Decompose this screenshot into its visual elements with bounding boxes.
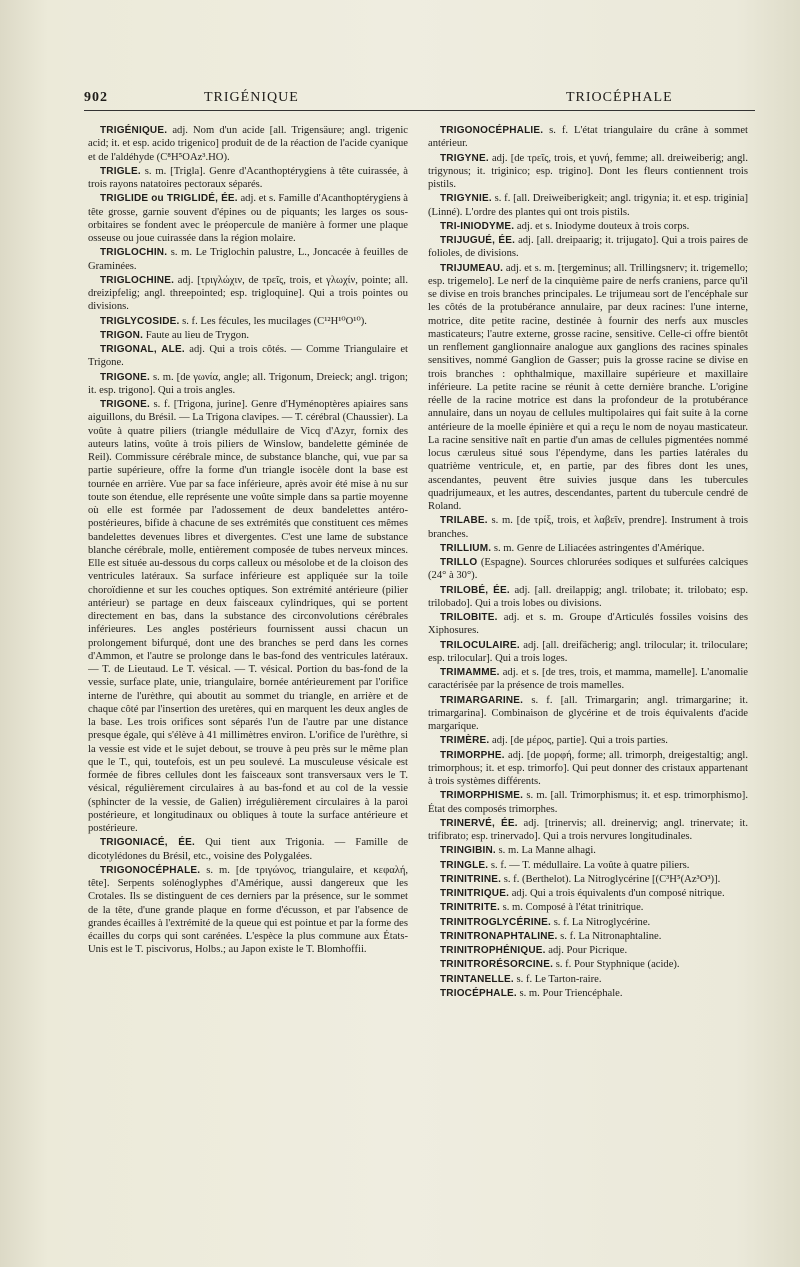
dictionary-entry (88, 329, 408, 342)
entry-definition: Qui tient aux Trigonia. — Famille de dicotylédones du Brésil, etc., voisine des Polygalées. (88, 837, 408, 862)
entry-term: TRIGLYCOSIDE. (100, 315, 180, 327)
entry-term: TRILABE. (440, 515, 488, 527)
entry-definition: s. f. La Nitroglycérine. (553, 916, 651, 928)
dictionary-entry (428, 584, 748, 611)
entry-term: TRIMAMME. (440, 667, 500, 678)
entry-term: TRIMORPHISME. (440, 790, 524, 802)
dictionary-entry (428, 973, 748, 986)
dictionary-entry (428, 514, 748, 541)
entry-definition: adj. et s. [de tres, trois, et mamma, mamelle]. L'anomalie caractérisée par la présence de trois mamelles. (428, 667, 748, 692)
entry-definition: adj. [de τρεῖς, trois, et γυνή, femme; all. dreiweiberig; angl. trigynous; it. triginico; esp. trigino]. Dont les fleurs contiennent trois pistils. (428, 152, 748, 190)
left-running-head: TRIGÉNIQUE (204, 90, 299, 105)
entry-definition: adj. et s. Famille d'Acanthoptérygiens à tête grosse, garnie souvent d'épines ou de piquants; les larges os sous-orbitaires se fondent avec le préopercule de manière à former une plaque osseuse ou joue cuirassée dans la région molaire. (88, 193, 408, 244)
entry-definition: s. f. (Berthelot). La Nitroglycérine [(C³H⁵(Az³O³)]. (503, 873, 721, 885)
dictionary-entry (88, 246, 408, 273)
entry-term: TRIGONIACÉ, ÉE. (100, 837, 196, 849)
dictionary-entry (88, 192, 408, 245)
entry-term: TRILOBÉ, ÉE. (440, 584, 510, 596)
entry-term: TRIGONOCÉPHALIE. (440, 125, 544, 136)
dictionary-entry (428, 542, 748, 555)
entry-definition: s. f. Les fécules, les mucilages (C¹²H¹⁰O¹⁰). (182, 315, 367, 327)
left-column (88, 124, 408, 1234)
right-running-head: TRIOCÉPHALE (566, 90, 673, 105)
entry-term: TRIJUMEAU. (440, 262, 504, 274)
dictionary-entry (428, 734, 748, 747)
entry-definition: s. f. La Nitronaphtaline. (560, 930, 662, 942)
entry-term: TRIGONAL, ALE. (100, 344, 185, 355)
entry-term: TRI-INIODYME. (440, 220, 515, 232)
entry-definition: adj. [trinervis; all. dreinervig; angl. trinervate; it. trifibrato; esp. trinervado]. Qui a trois nervures longitudinales. (428, 817, 748, 842)
dictionary-entry (428, 844, 748, 857)
entry-definition: s. f. L'état triangulaire du crâne à sommet antérieur. (428, 125, 748, 150)
entry-definition: adj. et s. m. Groupe d'Articulés fossiles voisins des Xiphosures. (428, 612, 748, 637)
entry-term: TRINITRIQUE. (440, 888, 510, 899)
entry-definition: adj. Pour Picrique. (548, 945, 628, 956)
entry-definition: (Espagne). Sources chlorurées sodiques et sulfurées calciques (24° à 30°). (428, 557, 748, 582)
entry-term: TRINITRORÉSORCINE. (440, 959, 554, 971)
entry-term: TRIGONE. (100, 371, 150, 383)
dictionary-entry (428, 666, 748, 693)
entry-definition: s. m. [de τρίξ, trois, et λαβεῖν, prendre]. Instrument à trois branches. (428, 515, 748, 540)
dictionary-entry (428, 901, 748, 914)
entry-definition: s. f. [Trigona, jurine]. Genre d'Hyménoptères apiaires sans aiguillons, du Brésil. — La Trigona clavipes. — T. cérébral (Chaussier). La voûte à quatre piliers (triangle médullaire de Vicq d'Azyr, fornix des auteurs latins, voûte à trois piliers de Winslow, bandelette géminée de Reil). Commissure cérébrale mince, de substance blanche, qui, vue par sa partie supérieure, offre la forme d'un triangle isocèle dont la base est tournée en arrière. Vue par sa face inférieure, après avoir été mise à nu sur toute son étendue, elle représente une voûte simple dans sa partie moyenne où elle est formée par l'adossement de deux bandelettes antéro-postérieures, bifide à chacune de ses extrémités que constituent ces mêmes bandelettes devenues libres et divergentes. C'est une lame de substance blanche cérébrale, molle, entièrement composée de tubes nerveux minces. Elle est située au-dessous du corps calleux ou mésolobe et de la cloison des ventricules latéraux. Sa surface inférieure est appliquée sur la toile choroïdienne et sur les couches optiques. Son extrémité antérieure (pilier antérieur) se partage en deux faisceaux cylindriques, qui se portent directement en bas, dans la substance des circonvolutions cérébrales inférieures. Les angles postérieurs fournissent aussi chacun un prolongement bifurqué, dont une des branches se perd dans les cornes d'Ammon, et l'autre se prolonge dans le bas-fond des ventricules latéraux. — T. de Lieutaud. Le T. vésical. — T. vésical. Portion du bas-fond de la vessie, surface plate, unie, triangulaire, bornée antérieurement par l'orifice interne de l'urèthre, qui aboutit au sommet du triangle, en arrière et de chaque côté par l'insertion des uretères, qui en marquent les deux angles de la base. Les trois orifices sont séparés l'un de l'autre par une distance presque égale, qui s'élève à 41 millimètres environ. L'orifice de l'urèthre, si la vessie est vide et le sujet debout, se trouve à peu près sur le même plan que le T., qui, toutefois, est un peu soulevé. La musculeuse vésicale est formée de fibres cellules dont les faisceaux sont transversaux vers le T. vésical, régulièrement circulaires à au bas-fond et au col de la vessie (sphincter de la vessie, de Galien) irrégulièrement circulaires à la paroi postérieure, et longitudinaux ou obliques à toute la surface antérieure et postérieure. (88, 399, 408, 834)
entry-definition: s. m. La Manne alhagi. (498, 845, 596, 857)
dictionary-entry (428, 611, 748, 638)
page-number: 902 (84, 90, 108, 105)
entry-definition: s. m. [Trigla]. Genre d'Acanthoptérygiens à tête cuirassée, à trois rayons natatoires pectoraux séparés. (88, 165, 408, 190)
entry-definition: adj. Qui a trois équivalents d'un composé nitrique. (511, 888, 725, 899)
dictionary-entry (88, 836, 408, 863)
entry-term: TRINGLE. (440, 859, 489, 871)
dictionary-entry (428, 234, 748, 261)
entry-definition: s. m. Composé à l'état trinitrique. (502, 902, 644, 914)
dictionary-entry (428, 556, 748, 583)
entry-term: TRIOCÉPHALE. (440, 987, 517, 999)
dictionary-entry (428, 220, 748, 233)
dictionary-entry (428, 873, 748, 886)
dictionary-entry (88, 864, 408, 957)
dictionary-entry (88, 371, 408, 398)
entry-definition: adj. et s. m. [tergeminus; all. Trillingsnerv; it. trigemello; esp. trigemelo]. Le nerf de la cinquième paire de nerfs craniens, parce qu'il se divise en trois branches principales. Le trijumeau sort de l'encéphale sur les côtés de la protubérance annulaire, par deux racines: l'une interne, motrice, dite petite racine, destinée à fournir des nerfs aux muscles masticateurs; l'autre externe, grosse racine, sensitive. Celle-ci offre bientôt un renflement ganglionnaire analogue aux ganglions des racines spinales sensitives, nommé Ganglion de Gasser; puis la grosse racine se divise en trois branches : ophthalmique, maxillaire supérieure et maxillaire inférieure. La petite racine se réunit à cette dernière branche. L'origine réelle de la racine motrice est dans la profondeur de la protubérance annulaire, dans un noyau de cellules multipolaires qui fait suite à la corne antérieure de la moelle épinière et qui a reçu le nom de noyau masticateur. La racine sensitive naît en partie d'un amas de cellules pigmentées nommé locus cæruleus situé sous l'épendyme, dans les parties latérales du quatrième ventricule, et, en partie, par des fibres dont les unes, ascendantes, peuvent être suivies jusque dans les tubercules quadrijumeaux, et les autres, descendantes, partent du tubercule cendré de Roland. (428, 262, 748, 512)
entry-definition: s. m. [all. Trimorphismus; it. et esp. trimorphismo]. État des composés trimorphes. (428, 790, 748, 815)
dictionary-entry (428, 694, 748, 734)
dictionary-entry (428, 944, 748, 957)
dictionary-entry (428, 192, 748, 219)
dictionary-entry (428, 817, 748, 844)
entry-term: TRIGLOCHIN. (100, 247, 168, 259)
dictionary-entry (428, 789, 748, 816)
entry-definition: adj. [de μέρος, partie]. Qui a trois parties. (492, 735, 668, 747)
entry-term: TRINITROGLYCÉRINE. (440, 916, 552, 928)
entry-definition: s. m. [de τριγώνος, triangulaire, et κεφαλή, tête]. Serpents solénoglyphes d'Amérique, aussi dangereux que les Crotales. Ils se distinguent de ces derniers par la présence, sur le sommet de la tête, d'une grande plaque en forme d'écusson, et par l'absence de grandes écailles à l'extrémité de la queue qui est pointue et par la forme des écailles du corps qui sont carénées. L'espèce la plus commune aux États-Unis est le T. piscivorus, Holbs.; au Japon existe le T. Blomhoffii. (88, 864, 408, 956)
entry-definition: s. m. Le Triglochin palustre, L., Joncacée à feuilles de Graminées. (88, 247, 408, 272)
entry-term: TRINITRINE. (440, 873, 502, 885)
entry-definition: adj. [τριγλώχιν, de τρεῖς, trois, et γλωχίν, pointe; all. dreizipfelig; angl. threepointed; esp. trigloquine]. Qui a trois pointes ou divisions. (88, 274, 408, 313)
dictionary-entry (428, 124, 748, 151)
entry-term: TRILOBITE. (440, 612, 498, 623)
entry-term: TRIMÈRE. (440, 735, 490, 747)
entry-term: TRINITROPHÉNIQUE. (440, 945, 546, 956)
entry-term: TRIGONE. (100, 399, 150, 410)
entry-term: TRIGYNE. (440, 152, 489, 164)
entry-term: TRINTANELLE. (440, 973, 514, 985)
entry-term: TRIGYNIE. (440, 193, 492, 205)
entry-definition: s. m. [de γωνία, angle; all. Trigonum, Dreieck; angl. trigon; it. esp. trigono]. Qui a trois angles. (88, 371, 408, 396)
dictionary-entry (428, 958, 748, 971)
dictionary-entry (428, 262, 748, 514)
dictionary-entry (88, 165, 408, 192)
dictionary-entry (88, 343, 408, 370)
entry-term: TRILOCULAIRE. (440, 639, 520, 651)
entry-term: TRIGON. (100, 329, 144, 341)
entry-term: TRIMARGARINE. (440, 694, 524, 706)
entry-term: TRINITRONAPHTALINE. (440, 930, 558, 942)
entry-definition: s. f. Pour Styphnique (acide). (555, 959, 680, 971)
dictionary-entry (428, 930, 748, 943)
dictionary-entry (428, 859, 748, 872)
entry-term: TRIGLE. (100, 165, 141, 177)
entry-definition: Faute au lieu de Trygon. (145, 329, 250, 341)
entry-definition: adj. [all. dreipaarig; it. trijugato]. Qui a trois paires de folioles, de divisions. (428, 235, 748, 260)
dictionary-entry (88, 124, 408, 164)
entry-definition: s. f. — T. médullaire. La voûte à quatre piliers. (490, 859, 690, 871)
entry-definition: adj. et s. Iniodyme douteux à trois corps. (516, 220, 690, 232)
entry-definition: s. f. [all. Trimargarin; angl. trimargarine; it. trimargarina]. Combinaison de glycérine et de trois équivalents d'acide margarique. (428, 694, 748, 732)
dictionary-entry (88, 315, 408, 328)
dictionary-entry (428, 749, 748, 789)
entry-term: TRIGLOCHINE. (100, 274, 175, 286)
entry-definition: adj. Qui a trois côtés. — Comme Triangulaire et Trigone. (88, 344, 408, 369)
entry-term: TRILLO (440, 557, 478, 568)
entry-term: TRINGIBIN. (440, 845, 496, 857)
dictionary-entry (88, 398, 408, 835)
entry-term: TRIGLIDE ou TRIGLIDÉ, ÉE. (100, 193, 238, 205)
entry-term: TRIGONOCÉPHALE. (100, 864, 201, 876)
entry-definition: adj. [all. dreifächerig; angl. trilocular; it. triloculare; esp. trilocular]. Qui a trois loges. (428, 639, 748, 664)
entry-definition: s. m. Genre de Liliacées astringentes d'Amérique. (493, 542, 705, 554)
dictionary-entry (428, 152, 748, 192)
entry-term: TRIMORPHE. (440, 749, 505, 761)
entry-term: TRILLIUM. (440, 542, 492, 554)
entry-definition: adj. [de μορφή, forme; all. trimorph, dreigestaltig; angl. trimorphous; it. et esp. trimorfo]. Qui peut donner des cristaux appartenant à trois systèmes différents. (428, 749, 748, 787)
dictionary-entry (428, 887, 748, 900)
entry-definition: s. m. Pour Triencéphale. (519, 987, 623, 999)
entry-term: TRINERVÉ, ÉE. (440, 817, 518, 829)
entry-term: TRIGÉNIQUE. (100, 125, 168, 136)
right-column (428, 124, 748, 1234)
entry-definition: s. f. [all. Dreiweiberigkeit; angl. trigynia; it. et esp. triginia] (Linné). L'ordre des plantes qui ont trois pistils. (428, 193, 748, 218)
dictionary-entry (88, 274, 408, 314)
dictionary-entry (428, 987, 748, 1000)
entry-definition: adj. Nom d'un acide [all. Trigensäure; angl. trigenic acid; it. et esp. acido trigenico] produit de de la réaction de l'acide cyanique et de l'aldéhyde (C⁸H⁵OAz³.HO). (88, 125, 408, 163)
entry-definition: s. f. Le Tarton-raire. (516, 973, 602, 985)
entry-term: TRIJUGUÉ, ÉE. (440, 235, 516, 246)
dictionary-entry (428, 916, 748, 929)
entry-definition: adj. [all. dreilappig; angl. trilobate; it. trilobato; esp. trilobado]. Qui a trois lobes ou divisions. (428, 584, 748, 609)
dictionary-entry (428, 639, 748, 666)
entry-term: TRINITRITE. (440, 902, 500, 914)
running-header (84, 84, 755, 111)
